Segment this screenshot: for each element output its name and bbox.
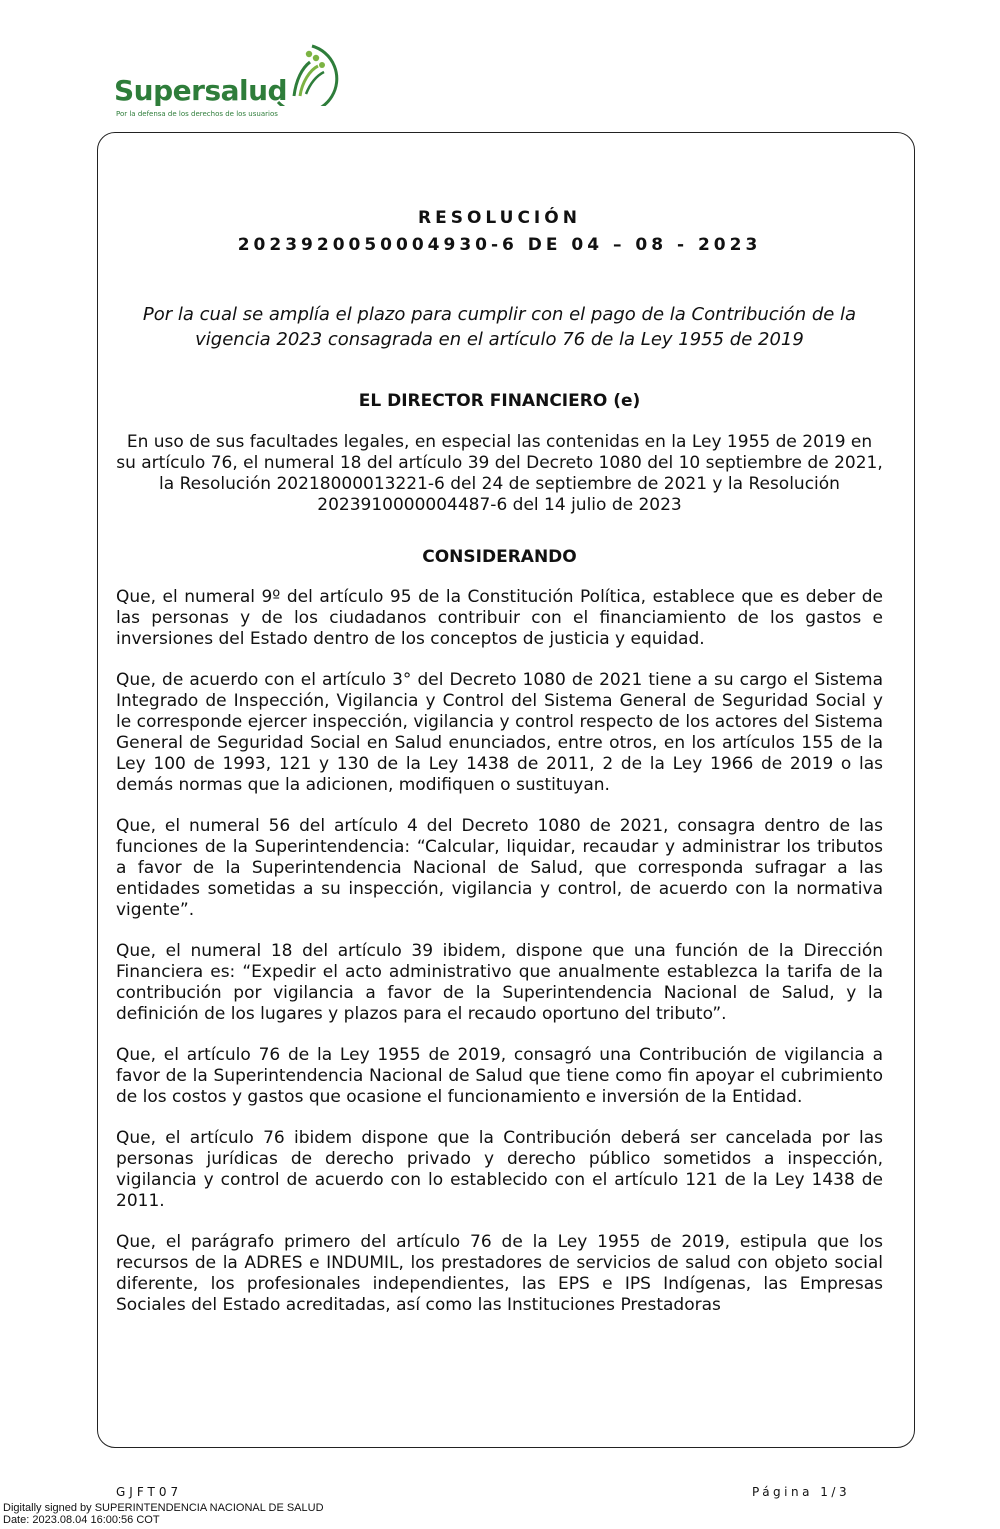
page-number: Página 1/3 (752, 1485, 851, 1499)
signatory-title: EL DIRECTOR FINANCIERO (e) (358, 391, 641, 411)
logo-tagline: Por la defensa de los derechos de los usuarios (116, 110, 278, 118)
logo-wordmark: Supersalud (114, 74, 288, 107)
considering-paragraph: Que, el numeral 56 del artículo 4 del Decreto 1080 de 2021, consagra dentro de las funciones de la Superintendencia: “Calcular, liquidar, recaudar y administrar los tributos a favor de la Superintendencia Nacional de Salud, que corresponda sufragar a las entidades sometidas a su inspección, vigilancia y control, de acuerdo con la normativa vigente”. (116, 816, 883, 920)
resolution-number: 2023920050004930-6 DE 04 – 08 - 2023 (237, 235, 762, 255)
document-body (116, 205, 883, 1316)
considering-heading: CONSIDERANDO (422, 547, 577, 567)
resolution-title: RESOLUCIÓN (418, 208, 581, 228)
signature-date: Date: 2023.08.04 16:00:56 COT (3, 1514, 160, 1526)
considering-paragraph: Que, el parágrafo primero del artículo 76 de la Ley 1955 de 2019, estipula que los recursos de la ADRES e INDUMIL, los prestadores de servicios de salud con objeto social diferente, los profesionales independientes, las EPS e IPS Indígenas, las Empresas Sociales del Estado acreditadas, así como las Instituciones Prestadoras (116, 1232, 883, 1315)
supersalud-logo (114, 44, 344, 124)
considering-paragraph: Que, el artículo 76 ibidem dispone que la Contribución deberá ser cancelada por las personas jurídicas de derecho privado y derecho público sometidos a inspección, vigilancia y control de acuerdo con lo establecido con el artículo 121 de la Ley 1438 de 2011. (116, 1128, 883, 1211)
considering-paragraph: Que, el artículo 76 de la Ley 1955 de 2019, consagró una Contribución de vigilancia a favor de la Superintendencia Nacional de Salud que tiene como fin apoyar el cubrimiento de los costos y gastos que ocasione el funcionamiento e inversión de la Entidad. (116, 1045, 883, 1107)
considering-paragraph: Que, el numeral 9º del artículo 95 de la Constitución Política, establece que es deber de las personas y de los ciudadanos contribuir con el financiamiento de los gastos e inversiones del Estado dentro de los conceptos de justicia y equidad. (116, 587, 883, 649)
faculties-paragraph: En uso de sus facultades legales, en especial las contenidas en la Ley 1955 de 2019 en su artículo 76, el numeral 18 del artículo 39 del Decreto 1080 del 10 septiembre de 2021, la Resolución 20218000013221-6 del 24 de septiembre de 2021 y la Resolución 2023910000004487-6 del 14 julio de 2023 (116, 432, 883, 515)
considering-paragraph: Que, de acuerdo con el artículo 3° del Decreto 1080 de 2021 tiene a su cargo el Sistema Integrado de Inspección, Vigilancia y Control del Sistema General de Seguridad Social y le corresponde ejercer inspección, vigilancia y control respecto de los actores del Sistema General de Seguridad Social en Salud enunciados, entre otros, en los artículos 155 de la Ley 100 de 1993, 121 y 130 de la Ley 1438 de 2011, 2 de la Ley 1966 de 2019 o las demás normas que la adicionen, modifiquen o sustituyan. (116, 670, 883, 795)
logo-emblem-icon (272, 44, 344, 106)
signature-signer: Digitally signed by SUPERINTENDENCIA NACIONAL DE SALUD (3, 1502, 324, 1514)
resolution-subject: Por la cual se amplía el plazo para cumplir con el pago de la Contribución de la vigencia 2023 consagrada en el artículo 76 de la Ley 1955 de 2019 (142, 304, 857, 350)
considering-paragraph: Que, el numeral 18 del artículo 39 ibidem, dispone que una función de la Dirección Financiera es: “Expedir el acto administrativo que anualmente establezca la tarifa de la contribución por vigilancia a favor de la Superintendencia Nacional de Salud, y la definición de los lugares y plazos para el recaudo oportuno del tributo”. (116, 941, 883, 1024)
form-code: GJFT07 (116, 1485, 183, 1499)
digital-signature (3, 1502, 324, 1526)
